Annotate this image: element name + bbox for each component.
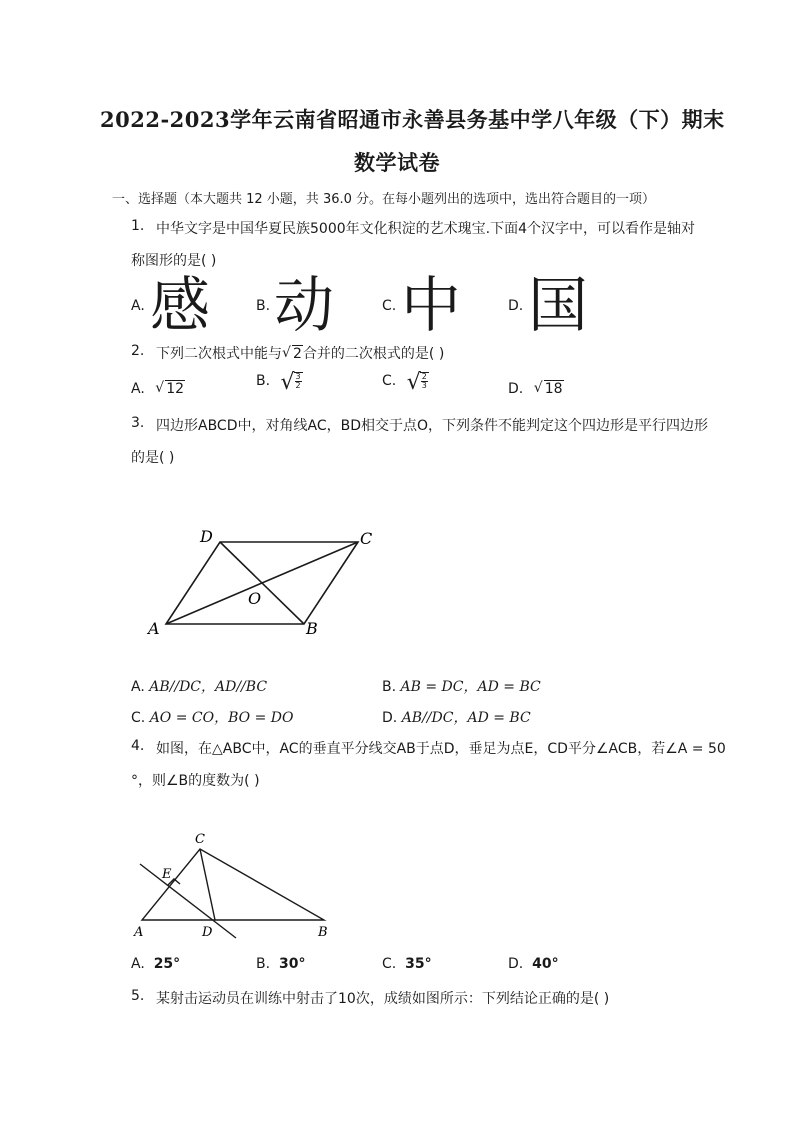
triangle-figure <box>128 826 338 942</box>
section-heading: 一、选择题（本大题共 12 小题，共 36.0 分。在每小题列出的选项中，选出符合题目的一项） <box>112 192 656 207</box>
option-label: C. <box>131 710 146 726</box>
title-line-2: 数学试卷 <box>354 150 440 175</box>
vertex-label-b: B <box>318 925 328 940</box>
option-b <box>256 956 305 972</box>
option-c <box>382 370 429 395</box>
option-label: B. <box>256 956 271 972</box>
option-a <box>131 956 180 972</box>
option-text: 25° <box>153 956 181 972</box>
radicand: 2 <box>293 346 302 362</box>
option-text: AO = CO，BO = DO <box>149 710 294 726</box>
question-number: 4. <box>131 738 145 754</box>
parallelogram-figure <box>140 520 380 645</box>
question-text: °，则∠B的度数为( ) <box>131 773 260 789</box>
option-text: AB = DC，AD = BC <box>400 679 541 695</box>
vertex-label-c: C <box>195 832 205 847</box>
question-text-after: 合并的二次根式的是( ) <box>302 346 445 362</box>
option-a <box>131 380 185 397</box>
question-text-before: 下列二次根式中能与 <box>156 346 282 362</box>
option-text: AB//DC，AD = BC <box>401 710 531 726</box>
option-label: C. <box>382 956 397 972</box>
numerator: 3 <box>295 372 301 381</box>
option-label: A. <box>131 381 145 397</box>
option-d <box>382 707 531 727</box>
option-label: B. <box>256 373 271 389</box>
option-label: D. <box>382 710 398 726</box>
option-text: 35° <box>405 956 432 972</box>
question-text: 中华文字是中国华夏民族5000年文化积淀的艺术瑰宝.下面4个汉字中，可以看作是轴对 <box>156 221 695 237</box>
option-label: B. <box>256 298 271 314</box>
option-d <box>508 380 564 397</box>
option-label: D. <box>508 381 524 397</box>
option-character: 感 <box>150 271 210 341</box>
option-text: 40° <box>532 956 559 972</box>
sqrt-expression: √ 2 <box>282 345 302 362</box>
question-number: 3. <box>131 415 145 431</box>
vertex-label-b: B <box>306 619 318 638</box>
sqrt-expression: √ $\frac{3}{2}$ <box>280 370 301 395</box>
question-text: 称图形的是( ) <box>131 253 217 269</box>
option-d <box>508 956 559 972</box>
option-label: A. <box>131 679 145 695</box>
point-label-d: D <box>202 925 213 940</box>
sqrt-expression: √ $\frac{2}{3}$ <box>406 370 427 395</box>
option-label: D. <box>508 298 524 314</box>
vertex-label-a: A <box>134 925 144 940</box>
option-text: 30° <box>278 956 306 972</box>
segment-cd <box>200 849 215 920</box>
option-label: A. <box>131 298 145 314</box>
question-text <box>156 343 444 363</box>
option-label: C. <box>382 373 397 389</box>
question-text: 某射击运动员在训练中射击了10次，成绩如图所示：下列结论正确的是( ) <box>156 991 610 1007</box>
option-character: 动 <box>274 271 334 341</box>
option-text: AB//DC，AD//BC <box>149 679 268 695</box>
denominator: 2 <box>295 381 301 390</box>
option-c <box>131 707 293 727</box>
option-label: C. <box>382 298 397 314</box>
option-character: 中 <box>401 271 461 341</box>
question-number: 1. <box>131 218 145 234</box>
diagonal-bd <box>220 542 304 624</box>
point-label-o: O <box>248 589 262 608</box>
title-line-1: 2022-2023学年云南省昭通市永善县务基中学八年级（下）期末 <box>100 107 725 132</box>
option-label: A. <box>131 956 145 972</box>
question-text: 四边形ABCD中，对角线AC，BD相交于点O，下列条件不能判定这个四边形是平行四边形 <box>156 418 708 434</box>
option-a <box>131 676 267 696</box>
question-number: 2. <box>131 343 145 359</box>
option-character: 国 <box>528 271 588 341</box>
option-c <box>382 956 432 972</box>
option-label: D. <box>508 956 524 972</box>
radicand: 18 <box>544 381 563 397</box>
point-label-e: E <box>162 867 172 882</box>
question-text: 如图，在△ABC中，AC的垂直平分线交AB于点D，垂足为点E，CD平分∠ACB，若∠A = 50 <box>156 741 726 757</box>
denominator: 3 <box>421 381 427 390</box>
sqrt-expression: √ 12 <box>155 380 185 397</box>
vertex-label-d: D <box>200 527 213 546</box>
option-b <box>382 676 541 696</box>
perpendicular-bisector <box>140 864 236 938</box>
option-label: B. <box>382 679 397 695</box>
sqrt-expression: √ 18 <box>533 380 563 397</box>
option-b <box>256 370 303 395</box>
question-text: 的是( ) <box>131 450 175 466</box>
radicand: 12 <box>166 381 185 397</box>
vertex-label-a: A <box>148 619 160 638</box>
numerator: 2 <box>421 372 427 381</box>
vertex-label-c: C <box>360 529 373 548</box>
question-number: 5. <box>131 988 145 1004</box>
